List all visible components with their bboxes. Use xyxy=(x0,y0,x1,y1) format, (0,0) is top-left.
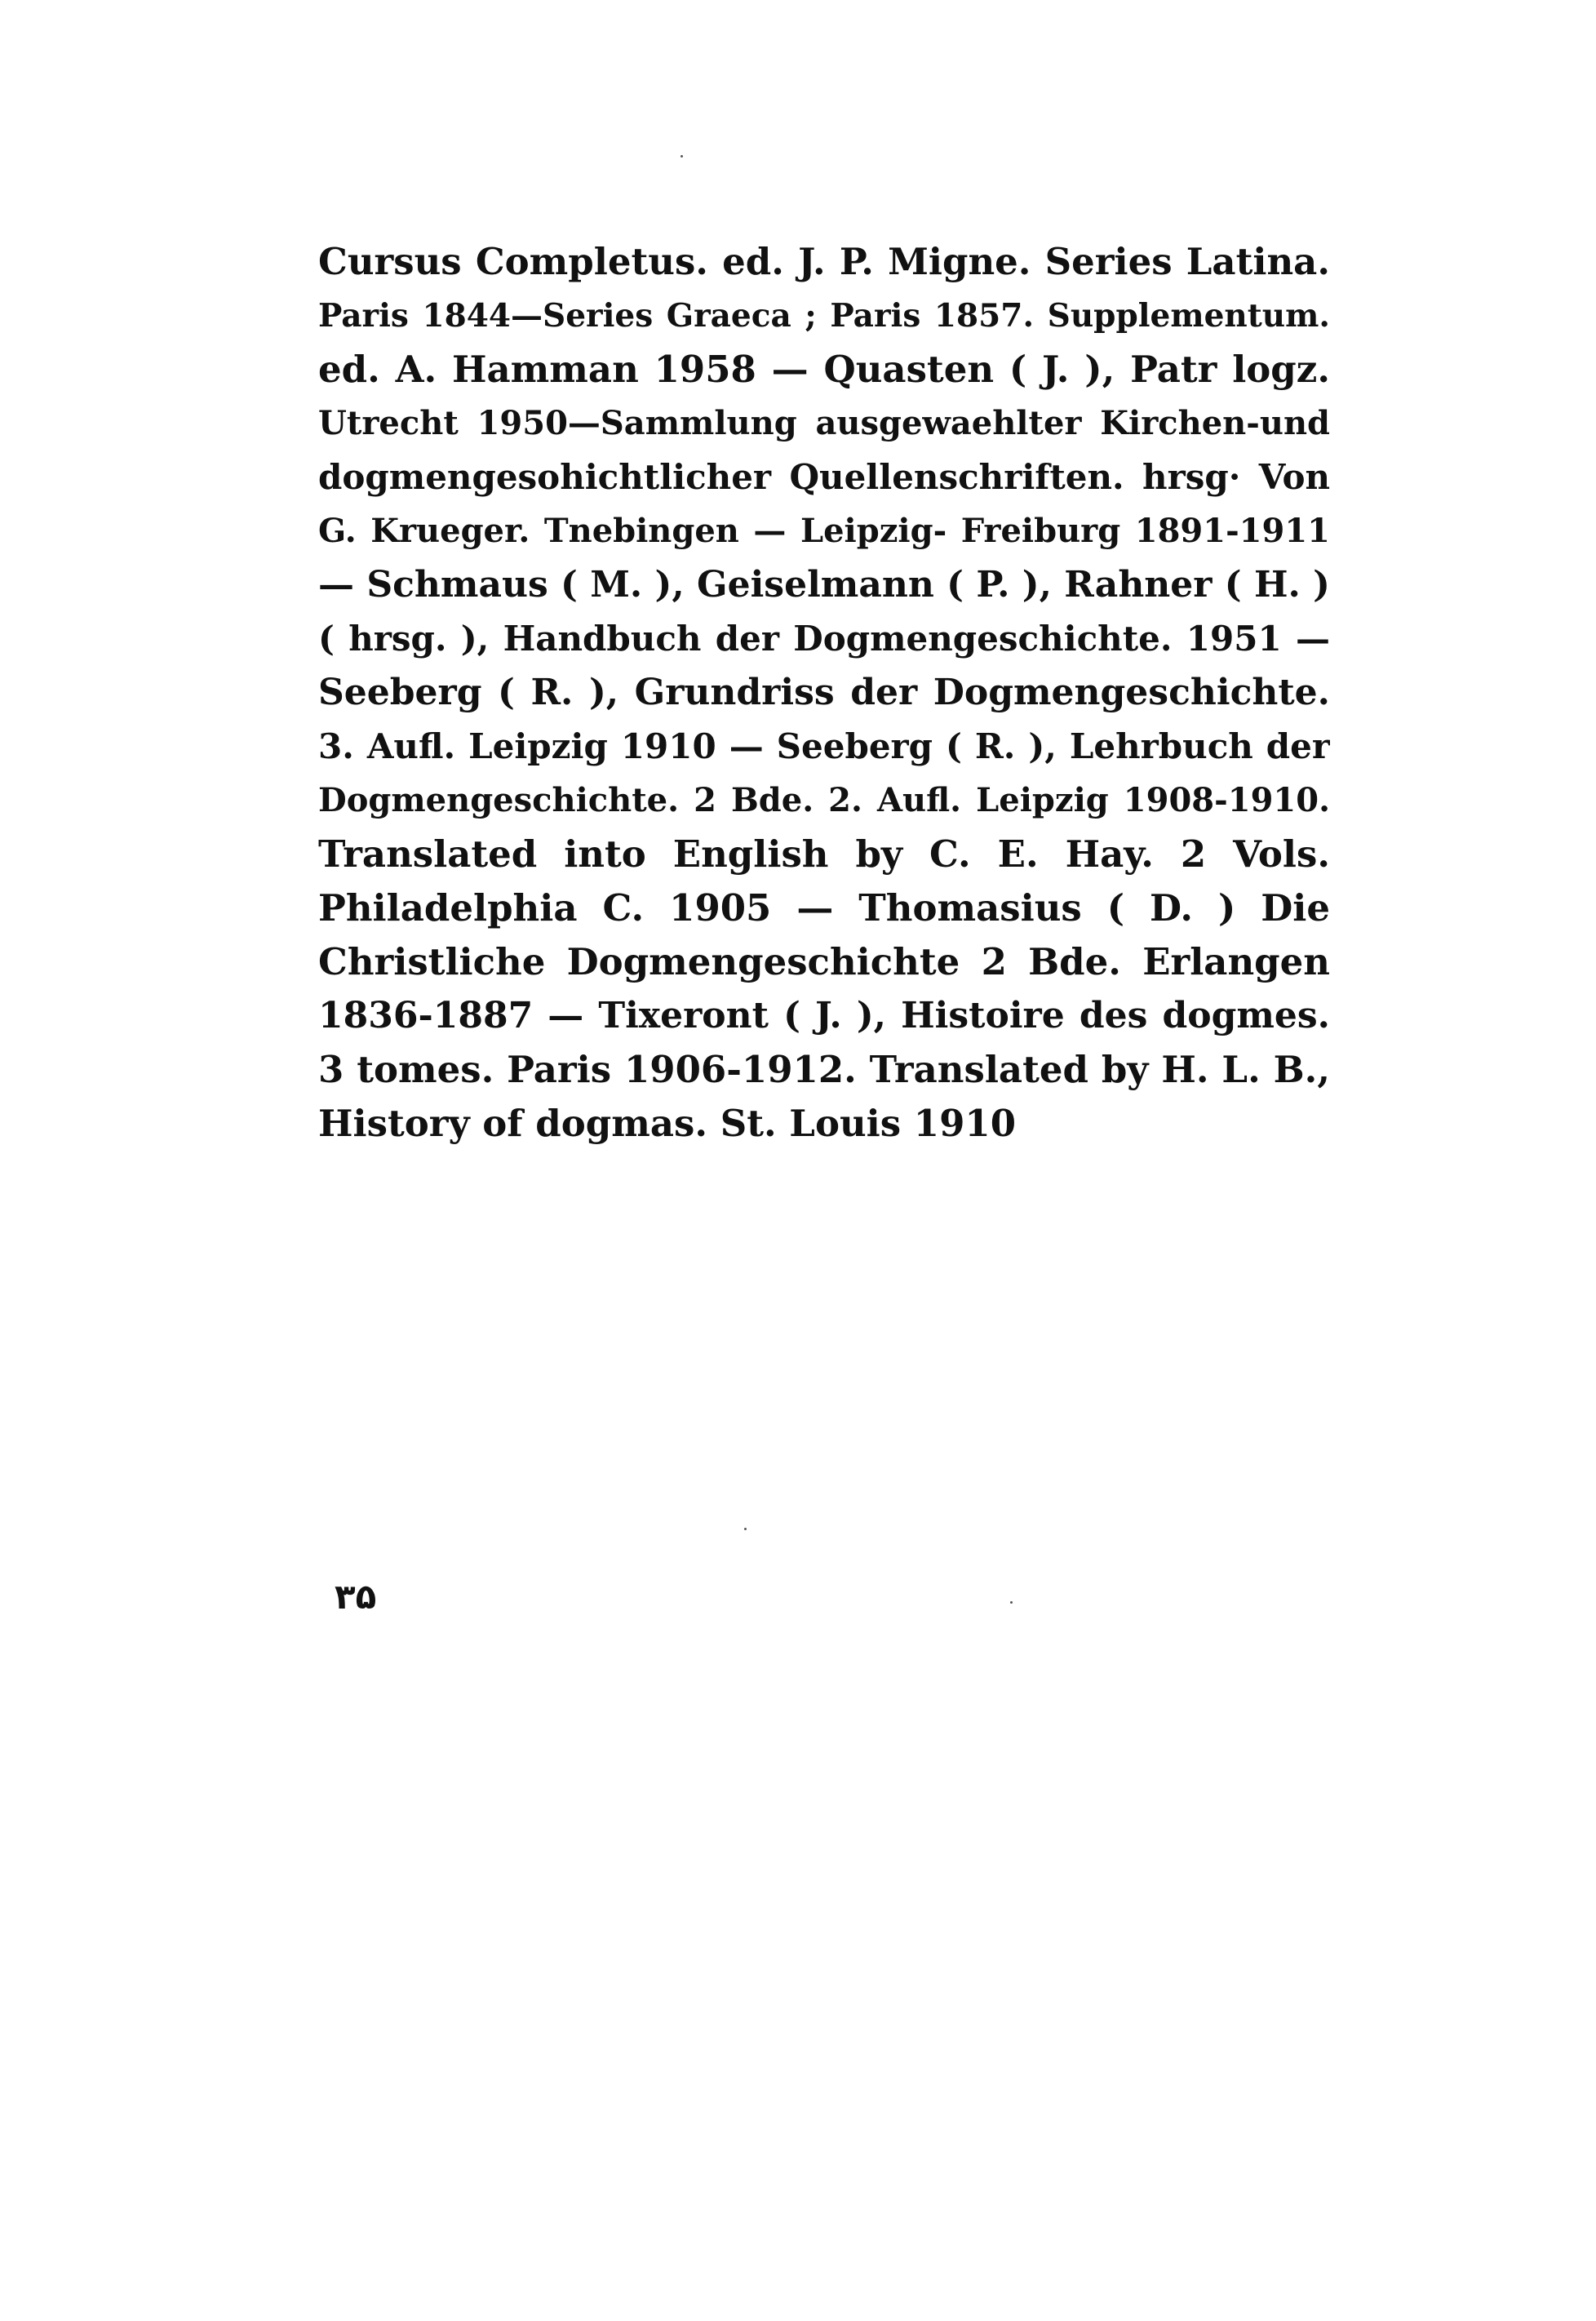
text-line: Translated into English by C. E. Hay. 2 Vols. xyxy=(318,832,1330,876)
text-line: G. Krueger. Tnebingen — Leipzig- Freiburg 1891-1911 xyxy=(318,512,1330,550)
text-line: Christliche Dogmengeschichte 2 Bde. Erlangen xyxy=(318,940,1330,983)
scan-speck xyxy=(1010,1601,1013,1604)
text-line: dogmengesohichtlicher Quellenschriften. hrsg· Von xyxy=(318,457,1330,497)
text-line: History of dogmas. St. Louis 1910 xyxy=(318,1102,1017,1145)
text-line: Dogmengeschichte. 2 Bde. 2. Aufl. Leipzig 1908-1910. xyxy=(318,781,1330,819)
text-line: 3 tomes. Paris 1906-1912. Translated by H. L. B., xyxy=(318,1048,1330,1091)
text-line: Paris 1844—Series Graeca ; Paris 1857. Supplementum. xyxy=(318,297,1330,335)
text-line: ( hrsg. ), Handbuch der Dogmengeschichte. 1951 — xyxy=(318,619,1330,659)
text-line: Cursus Completus. ed. J. P. Migne. Series Latina. xyxy=(318,240,1330,283)
scan-speck xyxy=(744,1528,747,1530)
text-line: Seeberg ( R. ), Grundriss der Dogmengeschichte. xyxy=(318,672,1330,713)
text-line: ed. A. Hamman 1958 — Quasten ( J. ), Patr logz. xyxy=(318,348,1330,391)
text-line: Utrecht 1950—Sammlung ausgewaehlter Kirchen-und xyxy=(318,404,1330,442)
text-line: Philadelphia C. 1905 — Thomasius ( D. ) Die xyxy=(318,886,1330,930)
bibliography-paragraph xyxy=(318,235,1330,1151)
page-number: ۳۵ xyxy=(335,1577,377,1617)
text-line: — Schmaus ( M. ), Geiselmann ( P. ), Rahner ( H. ) xyxy=(318,564,1330,606)
text-line: 3. Aufl. Leipzig 1910 — Seeberg ( R. ), Lehrbuch der xyxy=(318,726,1330,766)
text-line: 1836-1887 — Tixeront ( J. ), Histoire des dogmes. xyxy=(318,995,1330,1036)
scan-speck xyxy=(681,155,683,158)
